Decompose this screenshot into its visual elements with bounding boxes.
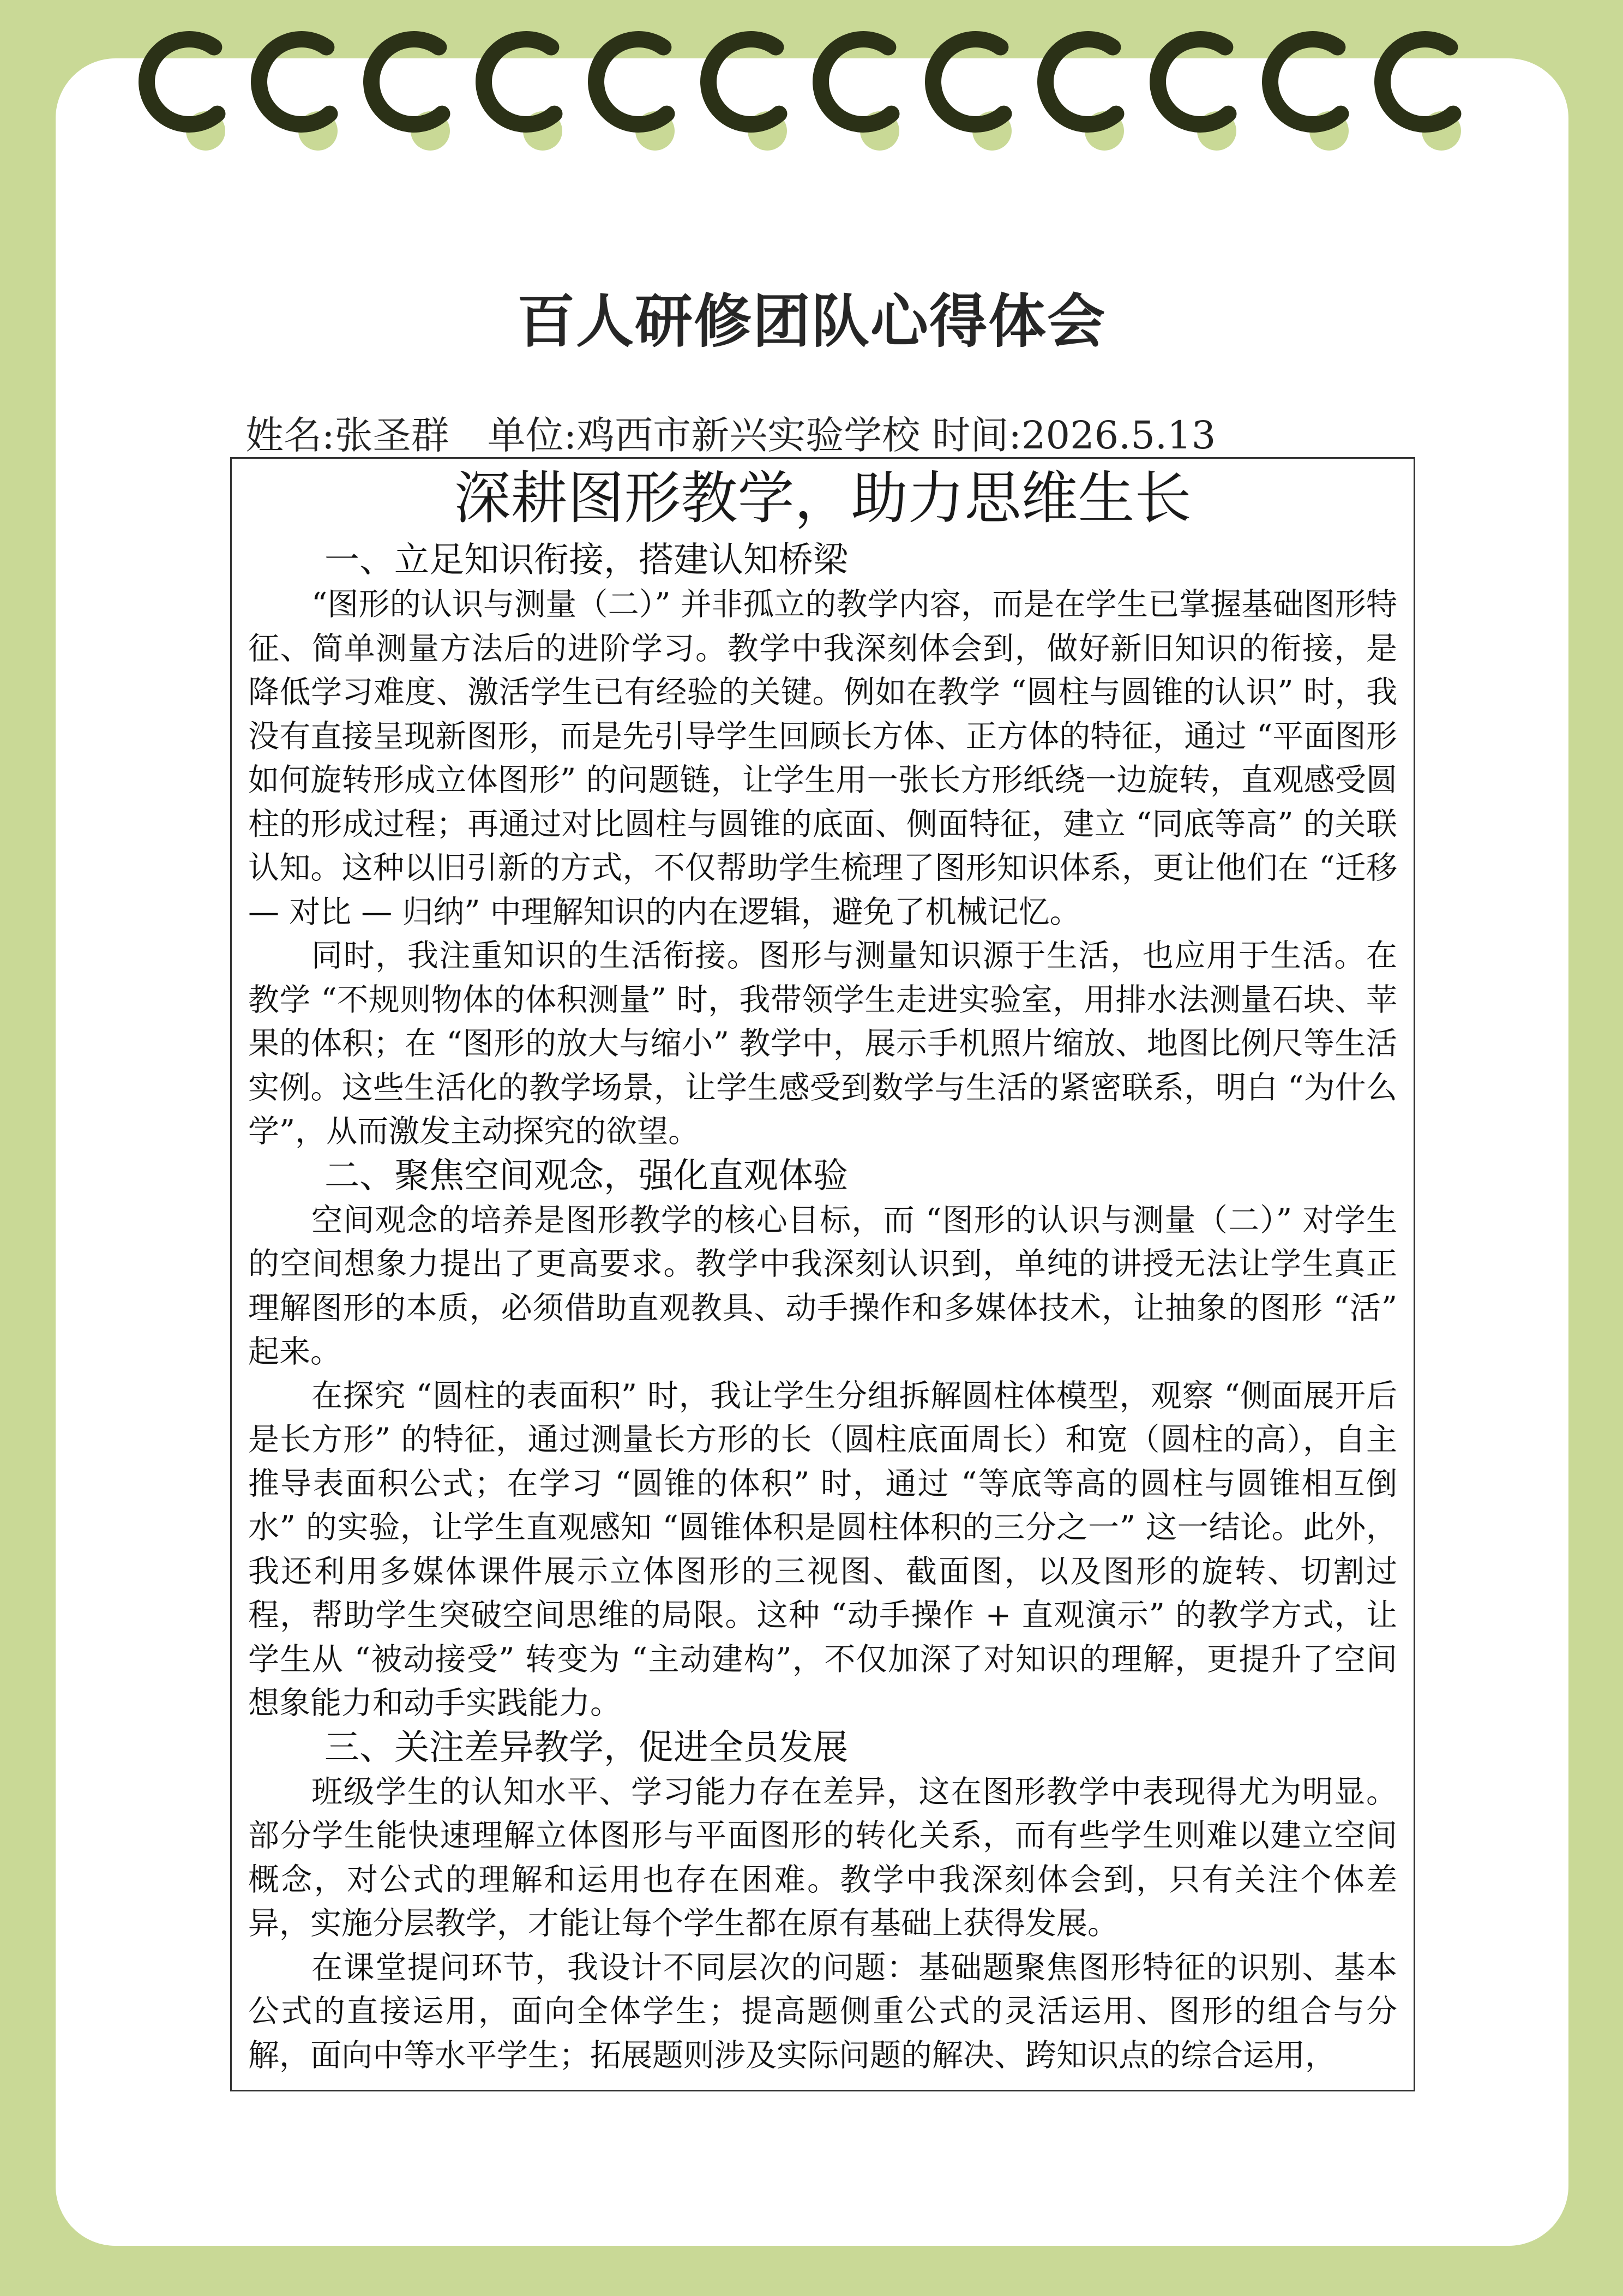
binding-ring-arc [259, 39, 329, 124]
binding-ring-arc [708, 39, 779, 124]
binding-ring-arc [1158, 39, 1228, 124]
binding-ring-arc [484, 39, 554, 124]
section-heading: 二、聚焦空间观念，强化直观体验 [324, 1155, 848, 1196]
binding-ring-arc [1270, 39, 1341, 124]
article-title: 深耕图形教学，助力思维生长 [454, 465, 1192, 531]
binding-ring-arc [821, 39, 891, 124]
paragraph: 同时，我注重知识的生活衔接。图形与测量知识源于生活，也应用于生活。在教学 “不规则物体的体积测量” 时，我带领学生走进实验室，用排水法测量石块、苹果的体积；在 “图形的放大与缩小” 教学中，展示手机照片缩放、地图比例尺等生活实例。这些生活化的教学场景，让学生感受到数学与生活的紧密联系，明白 “为什么学”，从而激发主动探究的欲望。 [248, 938, 1397, 1149]
binding-ring [933, 39, 1012, 151]
paragraph: 在课堂提问环节，我设计不同层次的问题：基础题聚焦图形特征的识别、基本公式的直接运用，面向全体学生；提高题侧重公式的灵活运用、图形的组合与分解，面向中等水平学生；拓展题则涉及实际问题的解决、跨知识点的综合运用， [248, 1949, 1397, 2073]
binding-ring [596, 39, 675, 151]
paragraph: 班级学生的认知水平、学习能力存在差异，这在图形教学中表现得尤为明显。部分学生能快速理解立体图形与平面图形的转化关系，而有些学生则难以建立空间概念，对公式的理解和运用也存在困难。教学中我深刻体会到，只有关注个体差异，实施分层教学，才能让每个学生都在原有基础上获得发展。 [248, 1773, 1397, 1941]
section-heading: 三、关注差异教学，促进全员发展 [324, 1727, 848, 1768]
paragraph: “图形的认识与测量（二）” 并非孤立的教学内容，而是在学生已掌握基础图形特征、简单测量方法后的进阶学习。教学中我深刻体会到，做好新旧知识的衔接，是降低学习难度、激活学生已有经验的关键。例如在教学 “圆柱与圆锥的认识” 时，我没有直接呈现新图形，而是先引导学生回顾长方体、正方体的特征，通过 “平面图形如何旋转形成立体图形” 的问题链，让学生用一张长方形纸绕一边旋转，直观感受圆柱的形成过程；再通过对比圆柱与圆锥的底面、侧面特征，建立 “同底等高” 的关联认知。这种以旧引新的方式，不仅帮助学生梳理了图形知识体系，更让他们在 “迁移 — 对比 — 归纳” 中理解知识的内在逻辑，避免了机械记忆。 [248, 586, 1397, 930]
binding-ring-arc [1045, 39, 1116, 124]
paragraph: 空间观念的培养是图形教学的核心目标，而 “图形的认识与测量（二）” 对学生的空间想象力提出了更高要求。教学中我深刻认识到，单纯的讲授无法让学生真正理解图形的本质，必须借助直观教具、动手操作和多媒体技术，让抽象的图形 “活” 起来。 [248, 1202, 1397, 1370]
binding-ring [1158, 39, 1236, 151]
binding-ring [371, 39, 450, 151]
binding-ring [147, 39, 225, 151]
article-body [248, 538, 1397, 2077]
binding-ring-arc [933, 39, 1003, 124]
binding-ring-arc [371, 39, 442, 124]
author-info: 姓名:张圣群 单位:鸡西市新兴实验学校 时间:2026.5.13 [245, 413, 1216, 458]
binding-ring [1382, 39, 1461, 151]
binding-ring [1045, 39, 1124, 151]
binding-ring-arc [596, 39, 666, 124]
binding-ring [821, 39, 899, 151]
section-heading: 一、立足知识衔接，搭建认知桥梁 [324, 540, 848, 580]
page-title: 百人研修团队心得体会 [517, 288, 1106, 355]
binding-ring-arc [147, 39, 217, 124]
article-box [230, 457, 1415, 2091]
paragraph: 在探究 “圆柱的表面积” 时，我让学生分组拆解圆柱体模型，观察 “侧面展开后是长方形” 的特征，通过测量长方形的长（圆柱底面周长）和宽（圆柱的高），自主推导表面积公式；在学习 “圆锥的体积” 时，通过 “等底等高的圆柱与圆锥相互倒水” 的实验，让学生直观感知 “圆锥体积是圆柱体积的三分之一” 这一结论。此外，我还利用多媒体课件展示立体图形的三视图、截面图，以及图形的旋转、切割过程，帮助学生突破空间思维的局限。这种 “动手操作 + 直观演示” 的教学方式，让学生从 “被动接受” 转变为 “主动建构”，不仅加深了对知识的理解，更提升了空间想象能力和动手实践能力。 [248, 1377, 1397, 1721]
binding-ring [708, 39, 787, 151]
binding-ring [484, 39, 562, 151]
binding-ring [1270, 39, 1349, 151]
binding-ring-arc [1382, 39, 1453, 124]
spiral-binding [0, 0, 1623, 175]
binding-ring [259, 39, 338, 151]
